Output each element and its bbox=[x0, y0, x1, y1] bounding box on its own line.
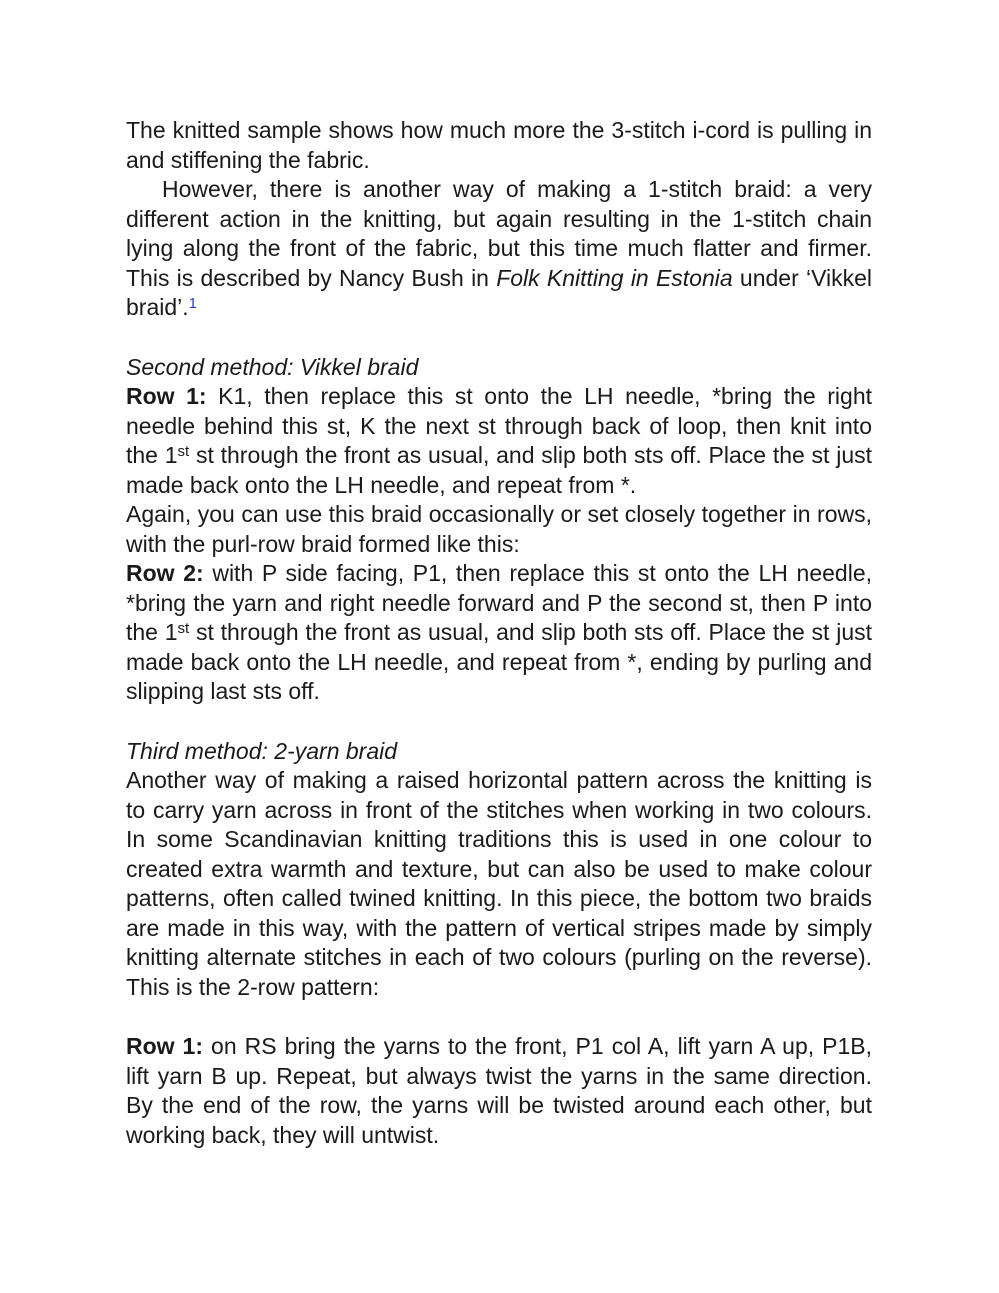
intro-paragraph: The knitted sample shows how much more the 3-stitch i-cord is pulling in and stiffening the fabric. bbox=[126, 117, 872, 173]
second-method-row1: Row 1: K1, then replace this st onto the LH needle, *bring the right needle behind this st, K the next st through back of loop, then knit into the 1st st through the front as usual, and slip both sts off. Place the st just made back onto the LH needle, and repeat from *. bbox=[126, 383, 873, 498]
second-method-heading: Second method: Vikkel braid bbox=[126, 353, 419, 380]
vikkel-intro-paragraph bbox=[126, 175, 872, 323]
row1-label: Row 1: bbox=[126, 1033, 204, 1059]
third-method-heading: Third method: 2-yarn braid bbox=[126, 737, 398, 764]
row2-label: Row 2: bbox=[126, 560, 204, 586]
second-method-again: Again, you can use this braid occasionally or set closely together in rows, with the purl-row braid formed like this: bbox=[126, 501, 872, 557]
book-title: Folk Knitting in Estonia bbox=[496, 264, 733, 291]
document-page bbox=[126, 116, 872, 1150]
second-method-row2: Row 2: with P side facing, P1, then replace this st onto the LH needle, *bring the yarn and right needle forward and P the second st, then P into the 1st st through the front as usual, and slip both sts off. Place the st just made back onto the LH needle, and repeat from *, ending by purling and slipping last sts off. bbox=[126, 560, 873, 704]
vikkel-intro-text: However, there is another way of making a 1-stitch braid: a very different action in the knitting, but again resulting in the 1-stitch chain lying along the front of the fabric, but this time much flatter and firmer. This is described by Nancy Bush in bbox=[126, 176, 872, 291]
footnote-link[interactable]: 1 bbox=[188, 295, 197, 312]
row1-label: Row 1: bbox=[126, 383, 207, 409]
third-method-row1: Row 1: on RS bring the yarns to the front, P1 col A, lift yarn A up, P1B, lift yarn B up. Repeat, but always twist the yarns in the same direction. By the end of the row, the yarns will be twisted around each other, but working back, they will untwist. bbox=[126, 1033, 872, 1148]
third-method-body: Another way of making a raised horizontal pattern across the knitting is to carry yarn across in front of the stitches when working in two colours. In some Scandinavian knitting traditions this is used in one colour to created extra warmth and texture, but can also be used to make colour patterns, often called twined knitting. In this piece, the bottom two braids are made in this way, with the pattern of vertical stripes made by simply knitting alternate stitches in each of two colours (purling on the reverse). This is the 2-row pattern: bbox=[126, 767, 872, 1000]
vikkel-intro-after: under ‘Vikkel braid’. bbox=[126, 264, 873, 320]
